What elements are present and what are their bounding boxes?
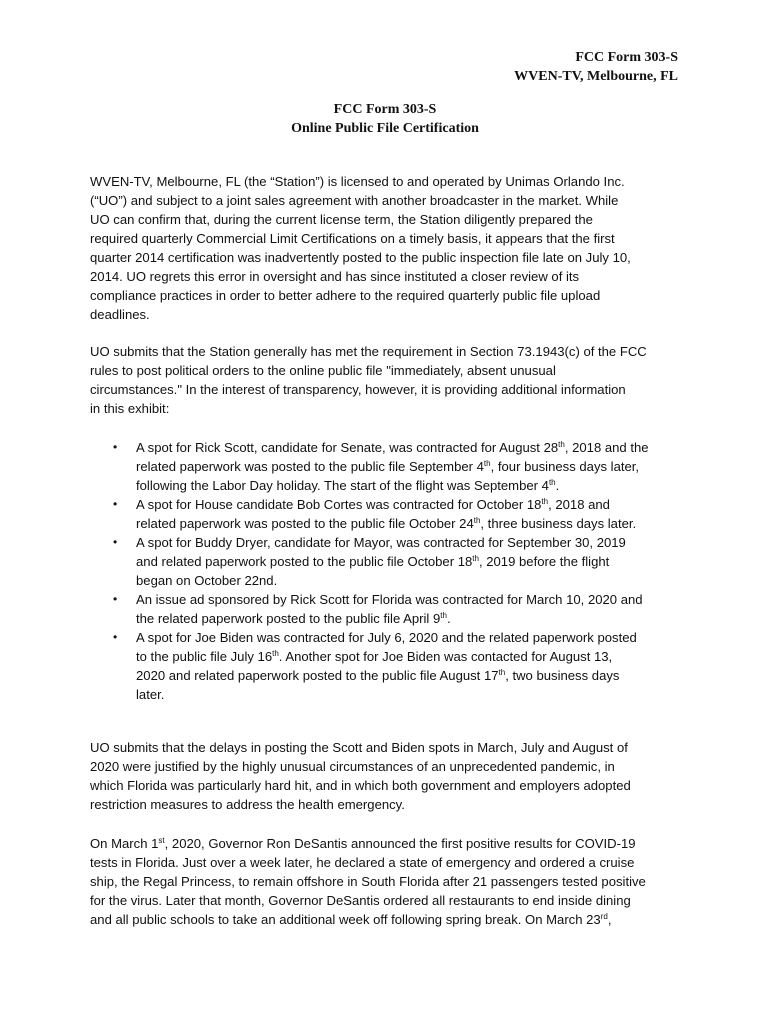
text-line: deadlines. (90, 307, 150, 322)
text-line: 2014. UO regrets this error in oversight and has since instituted a closer review of its (90, 269, 580, 284)
text-line: (“UO”) and subject to a joint sales agreement with another broadcaster in the market. While (90, 193, 619, 208)
bullet-item-joe-biden (90, 628, 690, 704)
header-block (514, 48, 678, 86)
bullet-icon: • (113, 630, 118, 644)
paragraph-license (90, 172, 690, 324)
text-line: UO submits that the delays in posting the Scott and Biden spots in March, July and August of (90, 740, 628, 755)
title-line-1: FCC Form 303-S (333, 102, 437, 117)
bullet-item-bob-cortes (90, 495, 690, 533)
text-line: UO can confirm that, during the current license term, the Station diligently prepared the (90, 212, 593, 227)
text-line: in this exhibit: (90, 401, 170, 416)
text-line: 2020 were justified by the highly unusual circumstances of an unprecedented pandemic, in (90, 759, 615, 774)
text-line: ship, the Regal Princess, to remain offshore in South Florida after 21 passengers tested positive (90, 874, 646, 889)
text-line: to the public file July 16th. Another spot for Joe Biden was contacted for August 13, (136, 649, 613, 664)
title-line-2: Online Public File Certification (291, 121, 479, 136)
text-line: later. (136, 687, 165, 702)
text-line: A spot for House candidate Bob Cortes was contracted for October 18th, 2018 and (136, 497, 610, 512)
text-line: tests in Florida. Just over a week later, he declared a state of emergency and ordered a cruise (90, 855, 635, 870)
text-line: related paperwork was posted to the public file September 4th, four business days later, (136, 459, 640, 474)
bullet-list (90, 438, 690, 704)
bullet-icon: • (113, 440, 118, 454)
header-station: WVEN-TV, Melbourne, FL (514, 69, 678, 84)
text-line: compliance practices in order to better adhere to the required quarterly public file upload (90, 288, 601, 303)
text-line: for the virus. Later that month, Governor DeSantis ordered all restaurants to end inside dining (90, 893, 631, 908)
paragraph-political-orders (90, 342, 690, 418)
bullet-item-buddy-dryer (90, 533, 690, 590)
text-line: A spot for Buddy Dryer, candidate for Mayor, was contracted for September 30, 2019 (136, 535, 626, 550)
text-line: A spot for Joe Biden was contracted for July 6, 2020 and the related paperwork posted (136, 630, 637, 645)
text-line: required quarterly Commercial Limit Certifications on a timely basis, it appears that the first (90, 231, 615, 246)
text-line: began on October 22nd. (136, 573, 278, 588)
text-line: UO submits that the Station generally has met the requirement in Section 73.1943(c) of the FCC (90, 344, 647, 359)
document-title (0, 100, 770, 138)
text-line: and all public schools to take an additional week off following spring break. On March 23rd, (90, 912, 612, 927)
bullet-icon: • (113, 497, 118, 511)
text-line: and related paperwork posted to the public file October 18th, 2019 before the flight (136, 554, 610, 569)
text-line: the related paperwork posted to the public file April 9th. (136, 611, 451, 626)
bullet-icon: • (113, 592, 118, 606)
text-line: quarter 2014 certification was inadvertently posted to the public inspection file late on July 10, (90, 250, 631, 265)
text-line: WVEN-TV, Melbourne, FL (the “Station”) is licensed to and operated by Unimas Orlando Inc. (90, 174, 625, 189)
text-line: A spot for Rick Scott, candidate for Senate, was contracted for August 28th, 2018 and the (136, 440, 649, 455)
text-line: related paperwork was posted to the public file October 24th, three business days later. (136, 516, 637, 531)
text-line: On March 1st, 2020, Governor Ron DeSantis announced the first positive results for COVID-19 (90, 836, 636, 851)
text-line: following the Labor Day holiday. The start of the flight was September 4th. (136, 478, 560, 493)
paragraph-covid-timeline (90, 834, 690, 929)
text-line: rules to post political orders to the online public file "immediately, absent unusual (90, 363, 556, 378)
text-line: which Florida was particularly hard hit, and in which both government and employers adopted (90, 778, 631, 793)
bullet-icon: • (113, 535, 118, 549)
text-line: An issue ad sponsored by Rick Scott for Florida was contracted for March 10, 2020 and (136, 592, 643, 607)
paragraph-pandemic-justification (90, 738, 690, 814)
text-line: restriction measures to address the health emergency. (90, 797, 405, 812)
text-line: circumstances." In the interest of transparency, however, it is providing additional information (90, 382, 626, 397)
header-form: FCC Form 303-S (575, 50, 678, 65)
bullet-item-rick-scott-senate (90, 438, 690, 495)
bullet-item-issue-ad (90, 590, 690, 628)
text-line: 2020 and related paperwork posted to the public file August 17th, two business days (136, 668, 620, 683)
